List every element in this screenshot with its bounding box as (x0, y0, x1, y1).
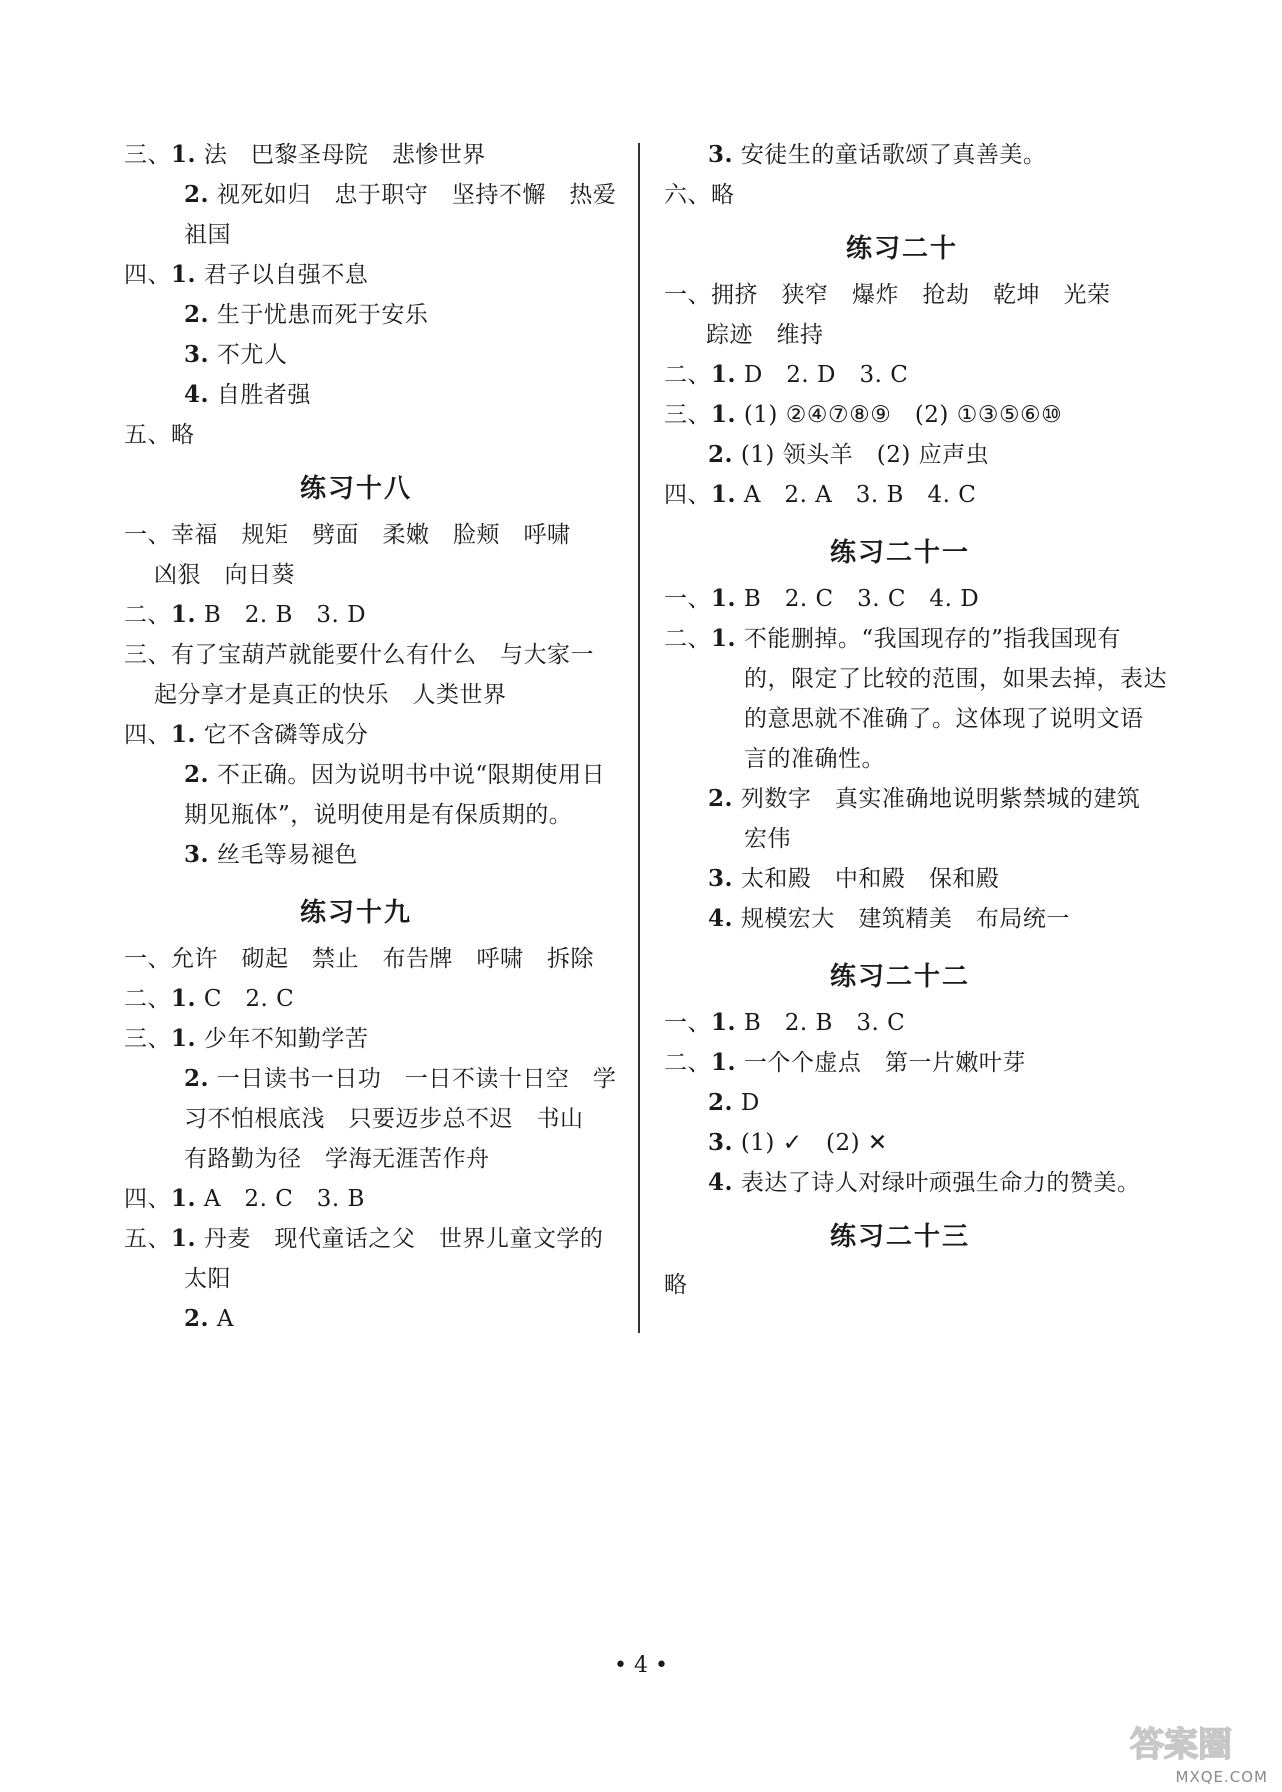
left-answer-line (154, 680, 507, 710)
left-answer-line (184, 840, 358, 870)
item-number: 1. (171, 1025, 197, 1052)
exercise-title: 练习二十 (846, 234, 959, 264)
answer-text: 一个个虚点 第一片嫩叶芽 (736, 1050, 1026, 1076)
answer-text: 的，限定了比较的范围，如果去掉，表达 (744, 666, 1167, 692)
exercise-title: 练习二十三 (830, 1222, 971, 1252)
answer-text: B 2. B 3. C (736, 1010, 906, 1036)
left-answer-line (184, 1144, 490, 1174)
section-prefix: 一、 (664, 586, 711, 612)
left-answer-line (184, 380, 311, 410)
answer-text: (1) 领头羊 (2) 应声虫 (733, 442, 990, 468)
answer-text: 拥挤 狭窄 爆炸 抢劫 乾坤 光荣 (711, 282, 1111, 308)
right-answer-line (664, 280, 1111, 310)
left-answer-line (124, 260, 368, 290)
left-answer-line (124, 1224, 603, 1254)
left-answer-line (154, 560, 295, 590)
exercise-title: 练习二十一 (830, 538, 971, 568)
item-number: 1. (171, 1225, 197, 1252)
section-prefix: 二、 (124, 602, 171, 628)
answer-text: 一日读书一日功 一日不读十日空 学 (209, 1066, 617, 1092)
item-number: 4. (708, 1169, 734, 1196)
item-number: 3. (184, 341, 210, 368)
right-answer-line (708, 1088, 760, 1118)
answer-text: 言的准确性。 (744, 746, 885, 772)
right-answer-line (664, 584, 979, 614)
answer-text: 幸福 规矩 劈面 柔嫩 脸颊 呼啸 (171, 522, 571, 548)
answer-text: (1) ②④⑦⑧⑨ (2) ①③⑤⑥⑩ (736, 402, 1063, 428)
section-prefix: 三、 (664, 402, 711, 428)
answer-text: A 2. C 3. B (196, 1186, 365, 1212)
answer-text: 丹麦 现代童话之父 世界儿童文学的 (196, 1226, 604, 1252)
section-prefix: 五、 (124, 422, 171, 448)
answer-text: 表达了诗人对绿叶顽强生命力的赞美。 (733, 1170, 1141, 1196)
answer-text: 允许 砌起 禁止 布告牌 呼啸 拆除 (171, 946, 594, 972)
right-answer-line (706, 320, 824, 350)
right-answer-line (664, 360, 908, 390)
answer-text: 略 (664, 1272, 688, 1298)
left-answer-line (184, 1064, 616, 1094)
left-answer-line (124, 1184, 365, 1214)
item-number: 1. (711, 585, 737, 612)
section-prefix: 四、 (124, 262, 171, 288)
answer-text: 规模宏大 建筑精美 布局统一 (733, 906, 1070, 932)
answer-text: 它不含磷等成分 (196, 722, 369, 748)
answer-text: 君子以自强不息 (196, 262, 369, 288)
section-prefix: 一、 (124, 946, 171, 972)
answer-text: 习不怕根底浅 只要迈步总不迟 书山 (184, 1106, 584, 1132)
section-prefix: 二、 (664, 626, 711, 652)
right-answer-line (744, 704, 1144, 734)
answer-text: B 2. B 3. D (196, 602, 367, 628)
left-answer-line (184, 800, 572, 830)
right-answer-line (708, 1128, 888, 1158)
item-number: 1. (171, 721, 197, 748)
item-number: 1. (711, 481, 737, 508)
item-number: 1. (171, 141, 197, 168)
right-answer-line (708, 864, 999, 894)
item-number: 3. (708, 141, 734, 168)
item-number: 2. (184, 301, 210, 328)
answer-text: 太和殿 中和殿 保和殿 (733, 866, 1000, 892)
section-prefix: 三、 (124, 1026, 171, 1052)
item-number: 1. (171, 601, 197, 628)
left-answer-line (184, 760, 605, 790)
left-answer-line (124, 520, 571, 550)
right-answer-line (708, 1168, 1140, 1198)
left-answer-line (124, 640, 594, 670)
right-answer-line (708, 784, 1140, 814)
left-answer-line (124, 944, 594, 974)
right-answer-line (664, 624, 1121, 654)
right-answer-line (708, 440, 989, 470)
answer-text: A (209, 1306, 234, 1332)
answer-text: 视死如归 忠于职守 坚持不懈 热爱 (209, 182, 617, 208)
answer-text: 少年不知勤学苦 (196, 1026, 369, 1052)
item-number: 1. (711, 1009, 737, 1036)
answer-text: 太阳 (184, 1266, 231, 1292)
item-number: 1. (171, 261, 197, 288)
answer-text: 略 (171, 422, 195, 448)
right-answer-line (744, 664, 1167, 694)
left-answer-line (184, 340, 287, 370)
item-number: 1. (711, 361, 737, 388)
answer-text: D 2. D 3. C (736, 362, 909, 388)
item-number: 2. (184, 1305, 210, 1332)
section-prefix: 二、 (664, 1050, 711, 1076)
answer-text: 不正确。因为说明书中说“限期使用日 (209, 762, 606, 788)
item-number: 3. (708, 865, 734, 892)
section-prefix: 四、 (664, 482, 711, 508)
item-number: 2. (708, 441, 734, 468)
svg-text:答案圈: 答案圈 (1130, 1725, 1232, 1765)
left-answer-line (184, 180, 616, 210)
item-number: 1. (171, 985, 197, 1012)
left-answer-line (124, 720, 368, 750)
right-answer-line (664, 1048, 1026, 1078)
right-answer-line (664, 1008, 905, 1038)
answer-text: 有路勤为径 学海无涯苦作舟 (184, 1146, 490, 1172)
item-number: 4. (184, 381, 210, 408)
item-number: 2. (184, 761, 210, 788)
right-answer-line (744, 744, 885, 774)
answer-text: 丝毛等易褪色 (209, 842, 358, 868)
answer-text: 凶狠 向日葵 (154, 562, 295, 588)
right-answer-line (708, 140, 1046, 170)
column-divider (638, 143, 640, 1333)
page-number: • 4 • (614, 1653, 668, 1678)
right-answer-line (664, 400, 1062, 430)
section-prefix: 四、 (124, 722, 171, 748)
answer-text: 列数字 真实准确地说明紫禁城的建筑 (733, 786, 1141, 812)
section-prefix: 五、 (124, 1226, 171, 1252)
exercise-title: 练习十八 (300, 474, 413, 504)
left-answer-line (184, 300, 428, 330)
answer-text: C 2. C (196, 986, 295, 1012)
item-number: 2. (184, 181, 210, 208)
item-number: 2. (708, 785, 734, 812)
left-answer-line (124, 1024, 368, 1054)
answer-text: 踪迹 维持 (706, 322, 824, 348)
answer-text: 祖国 (184, 222, 231, 248)
left-answer-line (184, 1104, 584, 1134)
exercise-title: 练习二十二 (830, 962, 971, 992)
answer-text: 有了宝葫芦就能要什么有什么 与大家一 (171, 642, 594, 668)
left-answer-line (184, 220, 231, 250)
section-prefix: 二、 (124, 986, 171, 1012)
item-number: 1. (711, 625, 737, 652)
item-number: 1. (171, 1185, 197, 1212)
right-answer-line (744, 824, 791, 854)
item-number: 2. (708, 1089, 734, 1116)
section-prefix: 一、 (664, 282, 711, 308)
answer-text: 生于忧患而死于安乐 (209, 302, 429, 328)
answer-text: (1) ✓ (2) ✕ (733, 1130, 888, 1156)
left-answer-line (184, 1264, 231, 1294)
right-answer-line (664, 1270, 688, 1300)
answer-text: 不能删掉。“我国现存的”指我国现有 (736, 626, 1121, 652)
answer-text: A 2. A 3. B 4. C (736, 482, 977, 508)
section-prefix: 二、 (664, 362, 711, 388)
right-answer-line (664, 480, 976, 510)
section-prefix: 一、 (664, 1010, 711, 1036)
item-number: 4. (708, 905, 734, 932)
answer-text: 略 (711, 182, 735, 208)
item-number: 3. (184, 841, 210, 868)
item-number: 2. (184, 1065, 210, 1092)
section-prefix: 三、 (124, 142, 171, 168)
item-number: 3. (708, 1129, 734, 1156)
section-prefix: 六、 (664, 182, 711, 208)
exercise-title: 练习十九 (300, 898, 413, 928)
item-number: 1. (711, 401, 737, 428)
section-prefix: 一、 (124, 522, 171, 548)
right-answer-line (664, 180, 735, 210)
answer-text: 安徒生的童话歌颂了真善美。 (733, 142, 1047, 168)
left-answer-line (184, 1304, 234, 1334)
left-answer-line (124, 984, 294, 1014)
answer-text: 自胜者强 (209, 382, 311, 408)
answer-text: D (733, 1090, 760, 1116)
answer-text: 不尤人 (209, 342, 288, 368)
left-answer-line (124, 420, 195, 450)
answer-text: B 2. C 3. C 4. D (736, 586, 980, 612)
item-number: 1. (711, 1049, 737, 1076)
answer-text: 起分享才是真正的快乐 人类世界 (154, 682, 507, 708)
section-prefix: 三、 (124, 642, 171, 668)
section-prefix: 四、 (124, 1186, 171, 1212)
left-answer-line (124, 140, 486, 170)
right-answer-line (708, 904, 1070, 934)
watermark-text: MXQE.COM (1175, 1768, 1268, 1786)
answer-text: 法 巴黎圣母院 悲惨世界 (196, 142, 486, 168)
answer-text: 期见瓶体”，说明使用是有保质期的。 (184, 802, 573, 828)
answer-text: 的意思就不准确了。这体现了说明文语 (744, 706, 1144, 732)
left-answer-line (124, 600, 366, 630)
answer-text: 宏伟 (744, 826, 791, 852)
